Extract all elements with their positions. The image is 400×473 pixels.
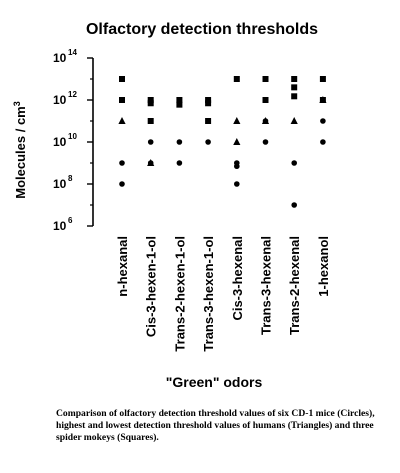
square-marker [205, 118, 211, 124]
x-category-label: 1-hexanol [315, 236, 331, 297]
square-marker [291, 93, 297, 99]
chart-title: Olfactory detection thresholds [85, 21, 319, 38]
x-category-label: Trans-3-hexen-1-ol [201, 236, 217, 352]
circle-marker [148, 139, 154, 145]
x-category-label: Cis-3-hexenal [229, 236, 245, 321]
y-axis-label-text: Molecules / cm [13, 106, 29, 199]
triangle-marker [233, 117, 240, 124]
square-marker [263, 76, 269, 82]
x-category-label: n-hexanal [115, 236, 130, 297]
y-tick-label: 10 [53, 219, 67, 233]
circle-marker [119, 160, 125, 166]
square-marker [320, 76, 326, 82]
square-marker [148, 100, 154, 106]
triangle-marker [118, 117, 125, 124]
triangle-marker [233, 138, 240, 145]
circle-marker [320, 139, 326, 145]
square-marker [119, 97, 125, 103]
y-tick-label: 10 [53, 51, 67, 65]
y-tick-exponent: 14 [68, 48, 77, 57]
square-marker [205, 100, 211, 106]
square-marker [291, 76, 297, 82]
square-marker [291, 84, 297, 90]
circle-marker [119, 181, 125, 187]
figure-caption: Comparison of olfactory detection threshold values of six CD-1 mice (Circles), highest and lowest detection threshold values of humans (Triangles) and three spider mokeys (Squares). [56, 408, 375, 443]
circle-marker [291, 202, 297, 208]
square-marker [320, 97, 326, 103]
y-tick-exponent: 6 [68, 216, 73, 225]
x-category-label: Trans-2-hexenal [287, 236, 303, 335]
square-marker [119, 76, 125, 82]
square-marker [234, 76, 240, 82]
y-tick-label: 10 [53, 177, 67, 191]
square-marker [148, 118, 154, 124]
triangle-marker [291, 117, 298, 124]
y-tick-exponent: 12 [68, 90, 77, 99]
x-category-label: Trans-3-hexenal [258, 236, 274, 335]
circle-marker [205, 139, 211, 145]
circle-marker [320, 118, 326, 124]
circle-marker [234, 181, 240, 187]
circle-marker [291, 160, 297, 166]
circle-marker [234, 163, 240, 169]
y-tick-exponent: 8 [68, 174, 73, 183]
circle-marker [263, 139, 269, 145]
x-category-label: Cis-3-hexen-1-ol [143, 236, 159, 338]
square-marker [263, 97, 269, 103]
circle-marker [177, 139, 183, 145]
square-marker [176, 102, 182, 108]
y-tick-exponent: 10 [68, 132, 77, 141]
y-axis-label-exponent: 3 [11, 101, 22, 107]
y-tick-label: 10 [53, 135, 67, 149]
circle-marker [177, 160, 183, 166]
y-tick-label: 10 [53, 93, 67, 107]
x-category-label: Trans-2-hexen-1-ol [172, 236, 188, 352]
x-axis-label: "Green" odors [165, 374, 263, 390]
